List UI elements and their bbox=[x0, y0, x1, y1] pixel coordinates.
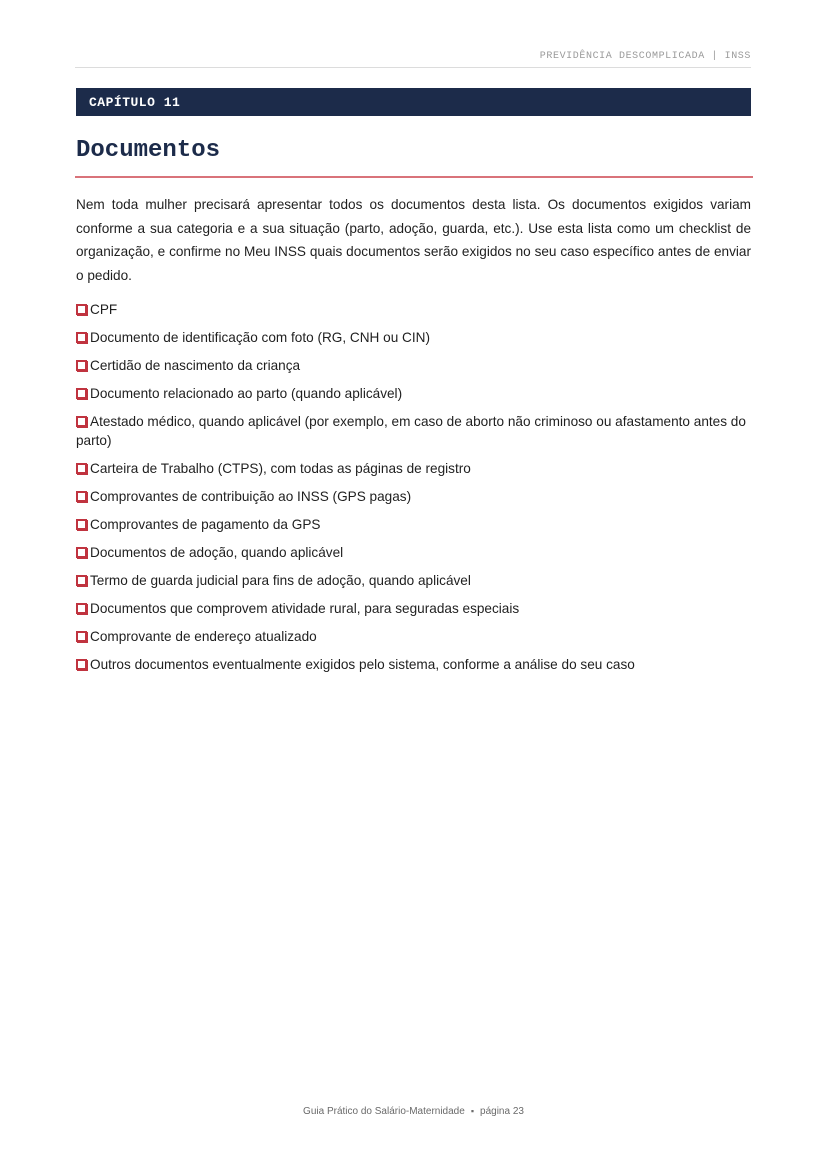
checklist-item bbox=[76, 301, 752, 320]
checklist-item-label: Certidão de nascimento da criança bbox=[90, 358, 301, 373]
checkbox-icon[interactable] bbox=[76, 575, 87, 586]
checklist-item bbox=[76, 413, 752, 450]
intro-paragraph: Nem toda mulher precisará apresentar todos os documentos desta lista. Os documentos exigidos variam conforme a sua categoria e a sua situação (parto, adoção, guarda, etc.). Use esta lista como um checklist de organização, e confirme no Meu INSS quais documentos serão exigidos no seu caso específico antes de enviar o pedido. bbox=[76, 197, 751, 283]
document-checklist bbox=[76, 301, 752, 684]
checkbox-icon[interactable] bbox=[76, 603, 87, 614]
checklist-item bbox=[76, 656, 752, 675]
checklist-item bbox=[76, 516, 752, 535]
checklist-item-label: Comprovante de endereço atualizado bbox=[90, 628, 317, 644]
checklist-item-label: Carteira de Trabalho (CTPS), com todas as páginas de registro bbox=[90, 460, 471, 476]
checkbox-icon[interactable] bbox=[76, 388, 87, 399]
checklist-item bbox=[76, 628, 752, 647]
checklist-item-label: Outros documentos eventualmente exigidos pelo sistema, conforme a análise do seu caso bbox=[90, 656, 635, 672]
checkbox-icon[interactable] bbox=[76, 360, 87, 371]
header-divider bbox=[75, 67, 751, 68]
footer-page-number: página 23 bbox=[480, 1106, 524, 1117]
footer-guide-title: Guia Prático do Salário-Maternidade bbox=[303, 1106, 465, 1117]
checklist-item bbox=[76, 385, 752, 404]
checklist-item-label: CPF bbox=[90, 302, 118, 317]
checklist-item bbox=[76, 600, 752, 619]
checklist-item-label: Termo de guarda judicial para fins de adoção, quando aplicável bbox=[90, 572, 471, 588]
checkbox-icon[interactable] bbox=[76, 659, 87, 670]
checklist-item-label: Documentos de adoção, quando aplicável bbox=[90, 544, 344, 560]
checkbox-icon[interactable] bbox=[76, 463, 87, 474]
chapter-label: CAPÍTULO 11 bbox=[89, 94, 181, 110]
checkbox-icon[interactable] bbox=[76, 519, 87, 530]
checklist-item-label: Documentos que comprovem atividade rural, para seguradas especiais bbox=[90, 600, 520, 616]
page-title: Documentos bbox=[76, 137, 221, 164]
checkbox-icon[interactable] bbox=[76, 332, 87, 343]
running-header: PREVIDÊNCIA DESCOMPLICADA | INSS bbox=[539, 51, 751, 62]
checklist-item-label: Documento de identificação com foto (RG, CNH ou CIN) bbox=[90, 330, 430, 345]
checklist-item bbox=[76, 460, 752, 479]
checkbox-icon[interactable] bbox=[76, 416, 87, 427]
checkbox-icon[interactable] bbox=[76, 491, 87, 502]
chapter-banner bbox=[76, 88, 751, 116]
checkbox-icon[interactable] bbox=[76, 304, 87, 315]
checklist-item-label: Atestado médico, quando aplicável (por exemplo, em caso de aborto não criminoso ou afastamento antes do parto) bbox=[76, 414, 746, 448]
checklist-item bbox=[76, 572, 752, 591]
checkbox-icon[interactable] bbox=[76, 631, 87, 642]
checklist-item bbox=[76, 357, 752, 376]
checklist-item bbox=[76, 488, 752, 507]
checklist-item bbox=[76, 544, 752, 563]
footer-separator-icon: ▪ bbox=[470, 1106, 475, 1116]
checklist-item-label: Documento relacionado ao parto (quando aplicável) bbox=[90, 386, 403, 401]
checklist-item-label: Comprovantes de contribuição ao INSS (GPS pagas) bbox=[90, 488, 412, 504]
checkbox-icon[interactable] bbox=[76, 547, 87, 558]
checklist-item bbox=[76, 329, 752, 348]
checklist-item-label: Comprovantes de pagamento da GPS bbox=[90, 516, 321, 532]
page-footer bbox=[0, 1106, 827, 1117]
title-divider bbox=[75, 176, 753, 178]
